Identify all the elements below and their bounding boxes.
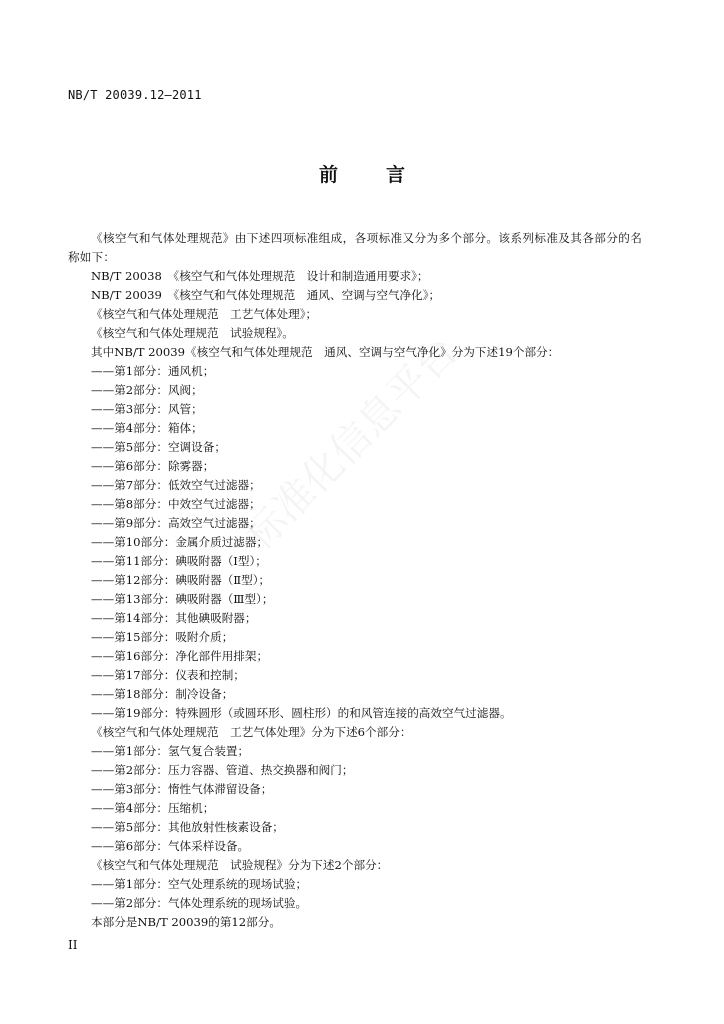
standard-item: NB/T 20038 《核空气和气体处理规范 设计和制造通用要求》；: [91, 269, 429, 283]
closing-statement: 本部分是NB/T 20039的第12部分。: [91, 915, 281, 929]
standard-item: 《核空气和气体处理规范 工艺气体处理》；: [91, 307, 318, 321]
part-item: ——第18部分：制冷设备；: [91, 687, 234, 701]
part-item: ——第8部分：中效空气过滤器；: [91, 497, 261, 511]
page-number: II: [68, 938, 78, 952]
section-intro: 《核空气和气体处理规范 试验规程》分为下述2个部分：: [91, 858, 389, 872]
title-char-2: 言: [386, 164, 406, 186]
part-item: ——第10部分：金属介质过滤器；: [91, 535, 269, 549]
part-item: ——第1部分：氢气复合装置；: [91, 744, 250, 758]
part-item: ——第17部分：仪表和控制；: [91, 668, 245, 682]
part-item: ——第16部分：净化部件用排架；: [91, 649, 269, 663]
part-item: ——第19部分：特殊圆形（或圆环形、圆柱形）的和风管连接的高效空气过滤器。: [91, 706, 512, 720]
part-item: ——第7部分：低效空气过滤器；: [91, 478, 261, 492]
page-title: [0, 160, 724, 187]
part-item: ——第1部分：通风机；: [91, 364, 215, 378]
part-item: ——第6部分：气体采样设备。: [91, 839, 250, 853]
part-item: ——第15部分：吸附介质；: [91, 630, 234, 644]
title-char-1: 前: [318, 164, 338, 186]
section-intro: 《核空气和气体处理规范 工艺气体处理》分为下述6个部分：: [91, 725, 412, 739]
intro-paragraph: 《核空气和气体处理规范》由下述四项标准组成，各项标准又分为多个部分。该系列标准及其各部分的名称如下：: [68, 231, 642, 264]
part-item: ——第11部分：碘吸附器（Ⅰ型）；: [91, 554, 267, 568]
part-item: ——第4部分：箱体；: [91, 421, 203, 435]
standard-code-header: NB/T 20039.12—2011: [68, 88, 202, 102]
part-item: ——第6部分：除雾器；: [91, 459, 215, 473]
part-item: ——第4部分：压缩机；: [91, 801, 215, 815]
section-intro: 其中NB/T 20039《核空气和气体处理规范 通风、空调与空气净化》分为下述19个部分：: [91, 345, 560, 359]
part-item: ——第14部分：其他碘吸附器；: [91, 611, 257, 625]
part-item: ——第5部分：其他放射性核素设备；: [91, 820, 284, 834]
part-item: ——第13部分：碘吸附器（Ⅲ型）；: [91, 592, 274, 606]
part-item: ——第5部分：空调设备；: [91, 440, 226, 454]
part-item: ——第2部分：气体处理系统的现场试验。: [91, 896, 308, 910]
part-item: ——第2部分：压力容器、管道、热交换器和阀门；: [91, 763, 354, 777]
standard-item: NB/T 20039 《核空气和气体处理规范 通风、空调与空气净化》；: [91, 288, 441, 302]
document-body: [68, 229, 642, 932]
standard-item: 《核空气和气体处理规范 试验规程》。: [91, 326, 294, 340]
part-item: ——第2部分：风阀；: [91, 383, 203, 397]
part-item: ——第1部分：空气处理系统的现场试验；: [91, 877, 308, 891]
part-item: ——第3部分：风管；: [91, 402, 203, 416]
part-item: ——第3部分：惰性气体滞留设备；: [91, 782, 273, 796]
part-item: ——第12部分：碘吸附器（Ⅱ型）；: [91, 573, 271, 587]
part-item: ——第9部分：高效空气过滤器；: [91, 516, 261, 530]
